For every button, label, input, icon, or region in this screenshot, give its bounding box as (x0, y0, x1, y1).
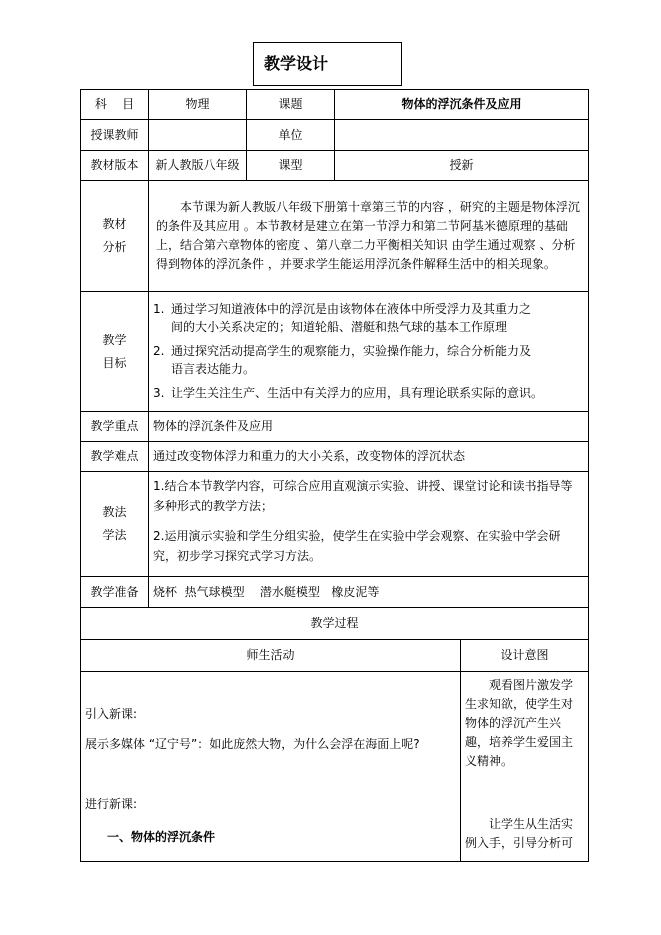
unit-value (335, 120, 589, 151)
intent-column-header: 设计意图 (461, 640, 589, 672)
method-text: 1.结合本节教学内容，可综合应用直观演示实验、讲授、课堂讨论和读书指导等多种形式的教学方法； 2.运用演示实验和学生分组实验，使学生在实验中学会观察、在实验中学会研究，初步学习探究式学习方法。 (149, 472, 589, 577)
key-point-label: 教学重点 (81, 412, 149, 442)
subject-label: 科 目 (81, 90, 149, 120)
row-method (81, 472, 589, 577)
intro-text: 展示多媒体 “辽宁号”：如此庞然大物，为什么会浮在海面上呢? (85, 737, 420, 751)
intent-paragraph-1: 观看图片激发学生求知欲，使学生对物体的浮沉产生兴趣，培养学生爱国主义精神。 (465, 678, 574, 768)
activity-column-header: 师生活动 (81, 640, 461, 672)
objective-item: 2. 通过探究活动提高学生的观察能力，实验操作能力，综合分析能力及 语言表达能力。 (153, 343, 532, 376)
objective-item: 3. 让学生关注生产、生活中有关浮力的应用，具有理论联系实际的意识。 (153, 385, 544, 400)
row-process-columns (81, 640, 589, 672)
new-lesson-label: 进行新课: (85, 797, 138, 811)
row-edition (81, 151, 589, 181)
objective-item: 1. 通过学习知道液体中的浮沉是由该物体在液体中所受浮力及其重力之 间的大小关系决定的；知道轮船、潜艇和热气球的基本工作原理 (153, 301, 532, 334)
objectives-label: 教学 目标 (81, 292, 149, 412)
row-objectives (81, 292, 589, 412)
row-key-point (81, 412, 589, 442)
lesson-plan-table (80, 89, 589, 862)
subject-value: 物理 (149, 90, 247, 120)
edition-value: 新人教版八年级 (149, 151, 247, 181)
difficulty-value: 通过改变物体浮力和重力的大小关系，改变物体的浮沉状态 (149, 442, 589, 472)
row-process-header (81, 608, 589, 640)
row-preparation (81, 577, 589, 608)
method-label: 教法 学法 (81, 472, 149, 577)
preparation-label: 教学准备 (81, 577, 149, 608)
row-subject (81, 90, 589, 120)
topic-label: 课题 (247, 90, 335, 120)
teacher-value (149, 120, 247, 151)
activity-content (81, 672, 461, 862)
document-title: 教学设计 (253, 42, 402, 86)
intent-content (461, 672, 589, 862)
lesson-type-label: 课型 (247, 151, 335, 181)
teacher-label: 授课教师 (81, 120, 149, 151)
objectives-list (149, 292, 589, 412)
preparation-value: 烧杯 热气球模型 潜水艇模型 橡皮泥等 (149, 577, 589, 608)
intro-label: 引入新课: (85, 707, 138, 721)
process-header: 教学过程 (81, 608, 589, 640)
analysis-label: 教材 分析 (81, 181, 149, 292)
analysis-text: 本节课为新人教版八年级下册第十章第三节的内容 ，研究的主题是物体浮沉的条件及其应用 。本节教材是建立在第一节浮力和第二节阿基米德原理的基础上，结合第六章物体的密度 、第八章二力平衡相关知识 由学生通过观察 、分析得到物体的浮沉条件 ，并要求学生能运用浮沉条件解释生活中的相关现象。 (149, 181, 589, 292)
topic-value: 物体的浮沉条件及应用 (335, 90, 589, 120)
row-process-content (81, 672, 589, 862)
unit-label: 单位 (247, 120, 335, 151)
lesson-type-value: 授新 (335, 151, 589, 181)
edition-label: 教材版本 (81, 151, 149, 181)
row-analysis (81, 181, 589, 292)
intent-paragraph-2: 让学生从生活实例入手，引导分析可 (465, 817, 574, 850)
difficulty-label: 教学难点 (81, 442, 149, 472)
key-point-value: 物体的浮沉条件及应用 (149, 412, 589, 442)
row-teacher (81, 120, 589, 151)
row-difficulty (81, 442, 589, 472)
section-heading: 一、物体的浮沉条件 (107, 830, 216, 844)
